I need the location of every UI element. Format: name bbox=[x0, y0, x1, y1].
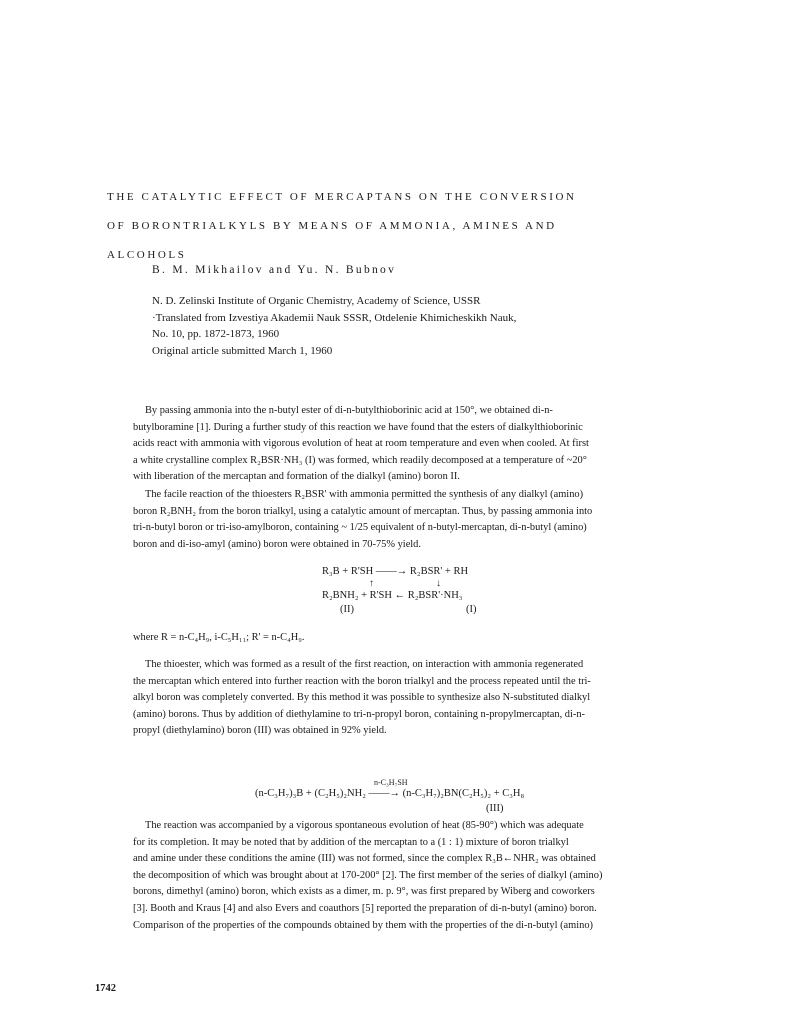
affiliation-line: ·Translated from Izvestiya Akademii Nauk SSSR, Otdelenie Khimicheskikh Nauk, bbox=[152, 311, 517, 324]
affiliation-line: No. 10, pp. 1872-1873, 1960 bbox=[152, 328, 280, 341]
title-line: THE CATALYTIC EFFECT OF MERCAPTANS ON THE CONVERSION bbox=[107, 191, 577, 203]
article-title bbox=[107, 183, 707, 270]
text-line: Comparison of the properties of the compounds obtained by them with the properties of the di-n-butyl (amino) bbox=[133, 919, 593, 931]
text-line: tri-n-butyl boron or tri-iso-amylboron, containing ~ 1/25 equivalent of n-butyl-mercaptan, di-n-butyl (amino) bbox=[133, 522, 587, 534]
affiliation bbox=[152, 293, 712, 359]
text-line: The reaction was accompanied by a vigorous spontaneous evolution of heat (85-90°) which was adequate bbox=[145, 820, 584, 831]
text-line: The facile reaction of the thioesters R₂BSR' with ammonia permitted the synthesis of any dialkyl (amino) bbox=[145, 489, 584, 500]
paragraph-1 bbox=[133, 403, 723, 486]
text-line: the mercaptan which entered into further reaction with the boron trialkyl and the process repeated until the tri- bbox=[133, 675, 591, 687]
scheme-top-row: R₃B + R'SH ——→ R₂BSR' + RH bbox=[322, 566, 469, 577]
text-line: a white crystalline complex R₂BSR·NH₃ (I) was formed, which readily decomposed at a temperature of ~20° bbox=[133, 454, 587, 466]
paragraph-4 bbox=[133, 818, 723, 934]
title-line: OF BORONTRIALKYLS BY MEANS OF AMMONIA, AMINES AND bbox=[107, 220, 557, 232]
text-line: with liberation of the mercaptan and formation of the dialkyl (amino) boron II. bbox=[133, 471, 460, 483]
text-line: butylboramine [1]. During a further study of this reaction we have found that the esters of dialkylthioborinic bbox=[133, 421, 583, 433]
scheme-labels bbox=[322, 603, 522, 617]
scheme-arrows bbox=[322, 579, 522, 589]
text-line: borons, dimethyl (amino) boron, which exists as a dimer, m. p. 9°, was first prepared by Wiberg and coworkers bbox=[133, 886, 595, 898]
compound-label-ii: (II) bbox=[340, 604, 354, 615]
text-line: and amine under these conditions the amine (III) was not formed, since the complex R₃B←NHR₂ was obtained bbox=[133, 853, 596, 865]
text-line: (amino) borons. Thus by addition of diethylamine to tri-n-propyl boron, containing n-propylmercaptan, di-n- bbox=[133, 708, 585, 720]
arrow-up-icon: ↑ bbox=[369, 578, 374, 589]
text-line: The thioester, which was formed as a result of the first reaction, on interaction with ammonia regenerated bbox=[145, 659, 584, 670]
reaction-equation: (n-C₃H₇)₃B + (C₂H₅)₂NH₂ ——→ (n-C₃H₇)₂BN(C₂H₅)₂ + C₃H₈ bbox=[255, 788, 525, 799]
title-line: ALCOHOLS bbox=[107, 249, 187, 261]
affiliation-line: Original article submitted March 1, 1960 bbox=[152, 344, 333, 357]
text-line: the decomposition of which was brought about at 170-200° [2]. The first member of the series of dialkyl (amino) bbox=[133, 869, 603, 881]
text-line: [3]. Booth and Kraus [4] and also Evers and coauthors [5] reported the preparation of di-n-butyl (amino) boron. bbox=[133, 902, 597, 914]
compound-label-i: (I) bbox=[466, 604, 477, 615]
paragraph-2 bbox=[133, 487, 723, 553]
paragraph-3 bbox=[133, 657, 723, 740]
compound-label-iii: (III) bbox=[486, 803, 504, 814]
page-number: 1742 bbox=[95, 983, 116, 994]
text-line: for its completion. It may be noted that by addition of the mercaptan to a (1 : 1) mixture of boron trialkyl bbox=[133, 836, 569, 848]
text-line: acids react with ammonia with vigorous evolution of heat at room temperature and even when cooled. At first bbox=[133, 438, 589, 450]
authors: B. M. Mikhailov and Yu. N. Bubnov bbox=[152, 264, 397, 276]
text-line: alkyl boron was completely converted. By this method it was possible to synthesize also N-substituted dialkyl bbox=[133, 692, 591, 704]
arrow-down-icon: ↓ bbox=[436, 578, 441, 589]
text-line: boron and di-iso-amyl (amino) boron were obtained in 70-75% yield. bbox=[133, 538, 421, 550]
text-line: boron R₂BNH₂ from the boron trialkyl, using a catalytic amount of mercaptan. Thus, by passing ammonia into bbox=[133, 505, 593, 517]
reaction-scheme-1 bbox=[322, 565, 522, 617]
scheme-bottom-row: R₂BNH₂ + R'SH ← R₂BSR'·NH₃ bbox=[322, 590, 463, 601]
reaction-condition: n-C₃H₇SH bbox=[374, 778, 408, 787]
reaction-scheme-2 bbox=[255, 778, 675, 814]
affiliation-line: N. D. Zelinski Institute of Organic Chemistry, Academy of Science, USSR bbox=[152, 295, 481, 307]
where-line: where R = n-C₄H₉, i-C₅H₁₁; R' = n-C₄H₉. bbox=[133, 632, 305, 643]
text-line: By passing ammonia into the n-butyl ester of di-n-butylthioborinic acid at 150°, we obtained di-n- bbox=[145, 405, 553, 416]
text-line: propyl (diethylamino) boron (III) was obtained in 92% yield. bbox=[133, 725, 387, 737]
